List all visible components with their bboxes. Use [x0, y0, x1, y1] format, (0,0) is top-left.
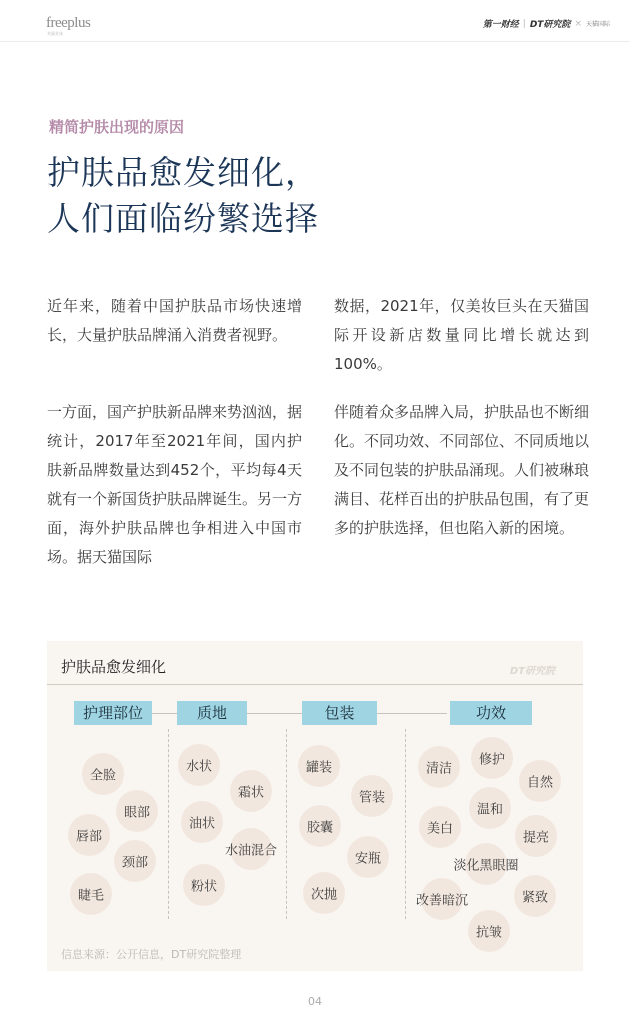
bubble-label: 全脸: [89, 768, 117, 784]
bubble-label: 油状: [188, 816, 216, 832]
title-line-1: 护肤品愈发细化，: [47, 153, 319, 192]
category-care-area: 护理部位: [74, 701, 152, 725]
freeplus-logo: freeplus: [46, 15, 91, 31]
bubble-label: 水油混合: [224, 843, 278, 859]
section-label: 精简护肤出现的原因: [49, 118, 185, 136]
bubble-label: 抗皱: [475, 925, 503, 941]
bubble-label: 胶囊: [306, 820, 334, 836]
bubble-label: 眼部: [123, 805, 151, 821]
category-effect: 功效: [450, 701, 532, 725]
bubble-label: 温和: [476, 802, 504, 818]
body-paragraph-2: 一方面，国产护肤新品牌来势汹汹，据统计，2017年至2021年间，国内护肤新品牌数量达到452个，平均每4天就有一个新国货护肤品牌诞生。另一方面，海外护肤品牌也争相进入中国市场。据天猫国际: [47, 403, 303, 566]
title-line-2: 人们面临纷繁选择: [47, 199, 319, 238]
skincare-categories-figure: [47, 641, 583, 971]
bubble-label: 淡化黑眼圈: [453, 858, 519, 874]
bubble-label: 罐装: [305, 760, 333, 776]
figure-rule: [47, 684, 583, 685]
body-paragraph-3: 数据，2021年，仅美妆巨头在天猫国际开设新店数量同比增长就达到100%。: [334, 297, 589, 373]
tmall-global-logo: 天猫国际: [585, 21, 610, 28]
bubble-label: 睫毛: [77, 888, 105, 904]
bubble-label: 唇部: [75, 829, 103, 845]
figure-title: 护肤品愈发细化: [61, 658, 167, 676]
bubble-label: 粉状: [190, 879, 218, 895]
bubble-label: 霜状: [237, 785, 265, 801]
bubble-label: 次抛: [310, 887, 338, 903]
category-texture: 质地: [177, 701, 247, 725]
bubble-label: 颈部: [121, 855, 149, 871]
bubble-label: 自然: [526, 775, 554, 791]
column-divider-1: [168, 729, 169, 919]
bubble-label: 水状: [185, 759, 213, 775]
category-connector-1: [152, 713, 177, 714]
category-packaging: 包装: [302, 701, 377, 725]
body-paragraph-4: 伴随着众多品牌入局，护肤品也不断细化。不同功效、不同部位、不同质地以及不同包装的护肤品涌现。人们被琳琅满目、花样百出的护肤品包围，有了更多的护肤选择，但也陷入新的困境。: [334, 403, 590, 537]
page-header: [0, 0, 630, 42]
cbn-logo: 第一财经: [482, 20, 519, 30]
dt-logo: DT研究院: [529, 20, 571, 30]
partner-logos: [483, 17, 610, 30]
bubble-label: 改善暗沉: [415, 893, 469, 909]
bubble-label: 修护: [478, 752, 506, 768]
column-divider-3: [405, 729, 406, 919]
category-connector-3: [377, 713, 447, 714]
bubble-label: 紧致: [521, 890, 549, 906]
page-number: 04: [308, 995, 322, 1008]
logo-cross: ×: [574, 18, 582, 29]
figure-source-note: 信息来源：公开信息，DT研究院整理: [61, 948, 242, 961]
body-paragraph-1: 近年来，随着中国护肤品市场快速增长，大量护肤品牌涌入消费者视野。: [47, 297, 302, 344]
bubble-label: 美白: [426, 821, 454, 837]
page-title: [47, 150, 319, 242]
bubble-label: 管装: [358, 790, 386, 806]
logo-divider: |: [522, 18, 526, 29]
column-divider-2: [286, 729, 287, 919]
category-connector-2: [247, 713, 302, 714]
freeplus-logo-subtext: 芙丽芳丝: [47, 31, 63, 36]
bubble-label: 安瓶: [354, 851, 382, 867]
figure-watermark: DT研究院: [509, 666, 555, 677]
bubble-label: 提亮: [522, 830, 550, 846]
bubble-label: 清洁: [425, 761, 453, 777]
